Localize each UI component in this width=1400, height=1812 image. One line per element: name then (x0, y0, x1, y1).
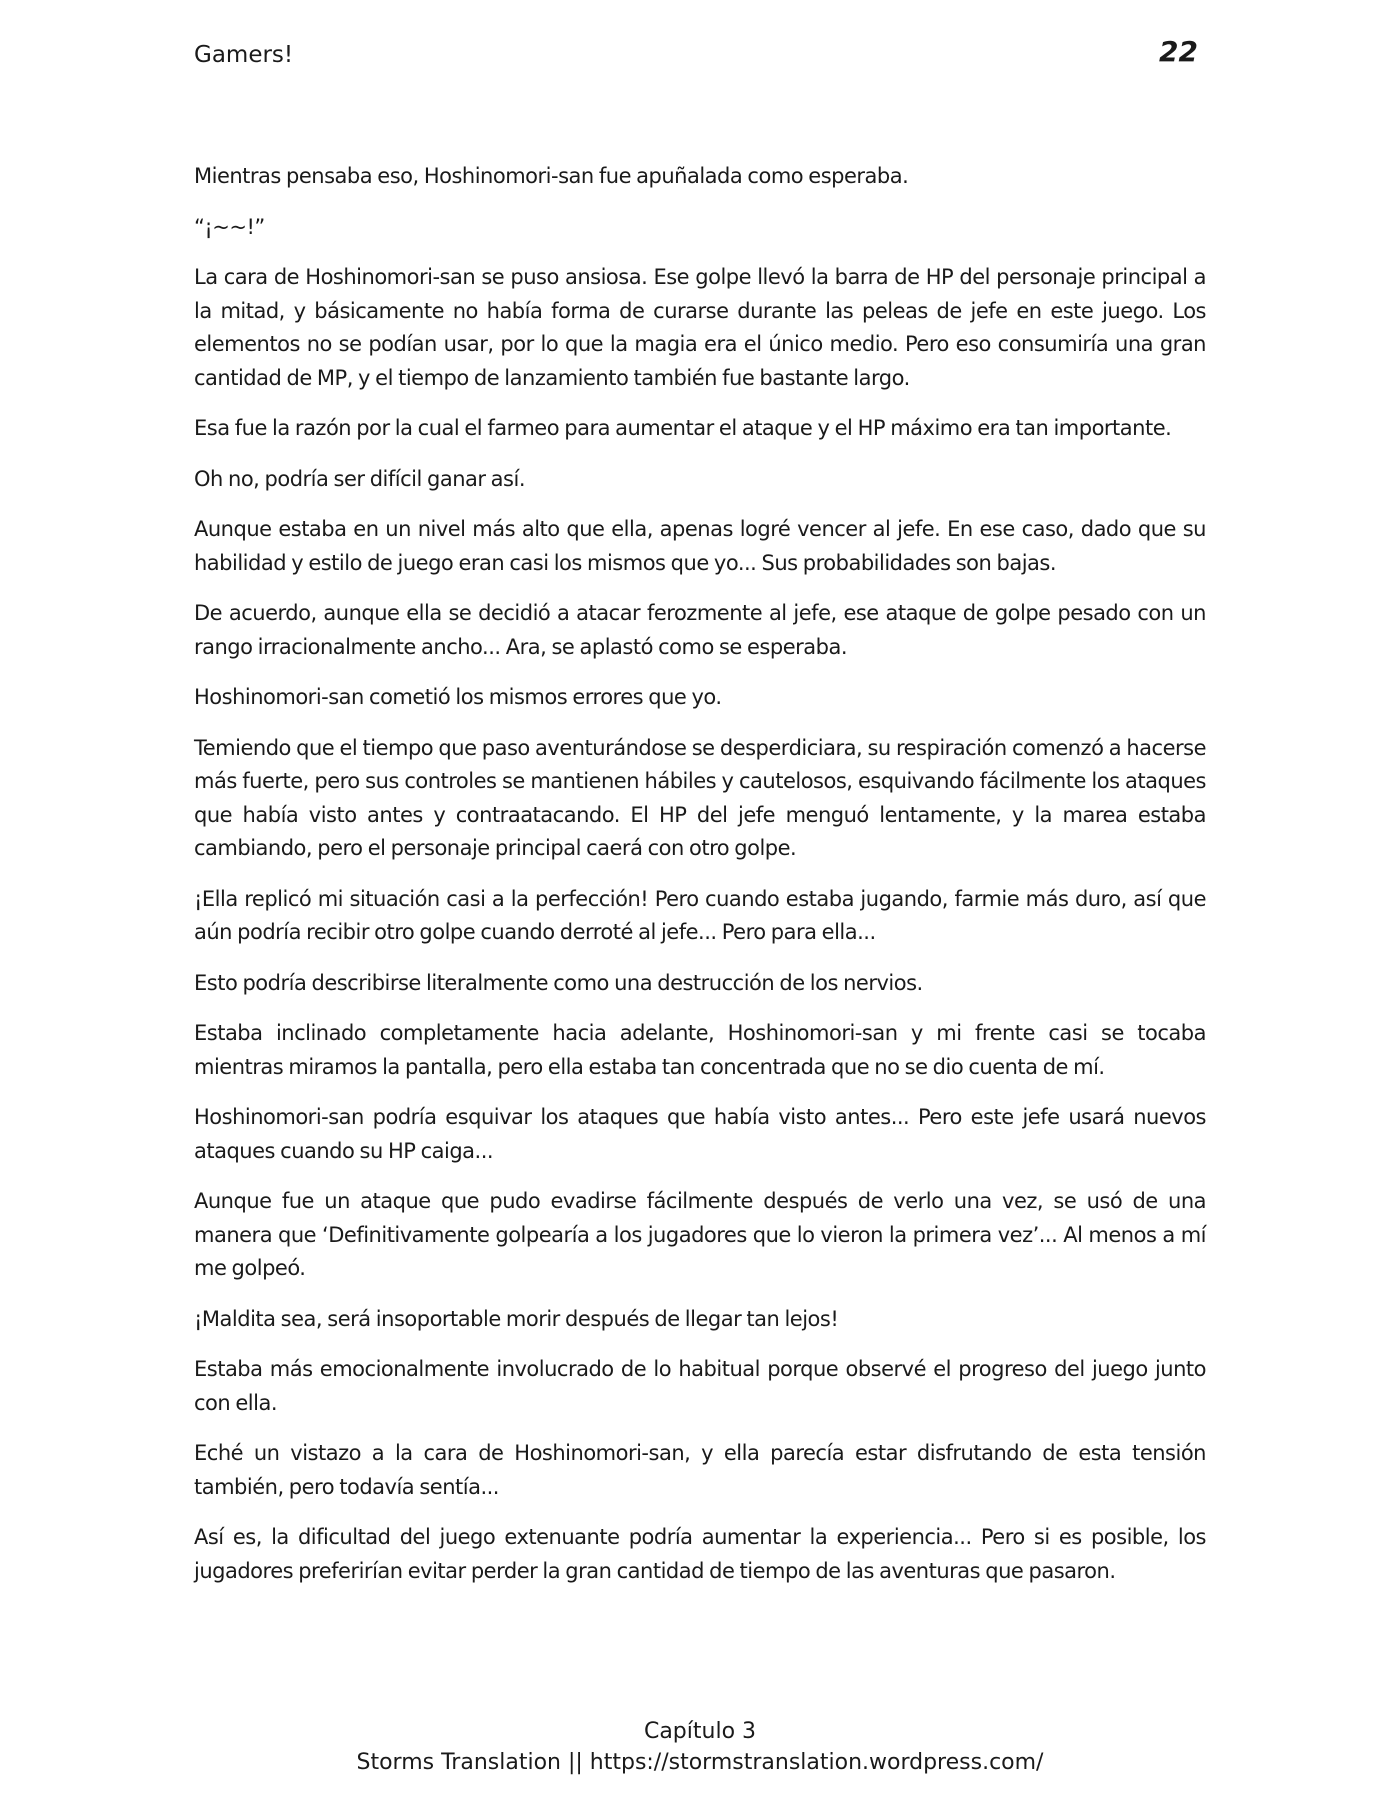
paragraph-10: ¡Ella replicó mi situación casi a la perfección! Pero cuando estaba jugando, farmie más duro, así que aún podría recibir otro golpe cuando derroté al jefe... Pero para ella... (194, 886, 1206, 944)
paragraph-1: Mientras pensaba eso, Hoshinomori-san fue apuñalada como esperaba. (194, 164, 909, 188)
paragraph-4: Esa fue la razón por la cual el farmeo para aumentar el ataque y el HP máximo era tan importante. (194, 416, 1172, 440)
paragraph-7: De acuerdo, aunque ella se decidió a atacar ferozmente al jefe, ese ataque de golpe pesado con un rango irracionalmente ancho... Ara, se aplastó como se esperaba. (194, 601, 1206, 659)
paragraph-16: Estaba más emocionalmente involucrado de lo habitual porque observé el progreso del juego junto con ella. (194, 1357, 1206, 1415)
paragraph-2: “¡~~!” (194, 214, 265, 239)
footer-chapter: Capítulo 3 (643, 1719, 757, 1744)
paragraph-13: Hoshinomori-san podría esquivar los ataques que había visto antes... Pero este jefe usará nuevos ataques cuando su HP caiga... (194, 1105, 1206, 1163)
paragraph-12: Estaba inclinado completamente hacia adelante, Hoshinomori-san y mi frente casi se tocaba mientras miramos la pantalla, pero ella estaba tan concentrada que no se dio cuenta de mí. (194, 1021, 1206, 1079)
book-title: Gamers! (194, 42, 294, 68)
paragraph-14: Aunque fue un ataque que pudo evadirse fácilmente después de verlo una vez, se usó de una manera que ‘Definitivamente golpearía a los jugadores que lo vieron la primera vez’... Al menos a mí me golpeó. (194, 1189, 1206, 1280)
paragraph-8: Hoshinomori-san cometió los mismos errores que yo. (194, 685, 722, 709)
page-number: 22 (1159, 35, 1198, 68)
paragraph-15: ¡Maldita sea, será insoportable morir después de llegar tan lejos! (194, 1306, 839, 1331)
paragraph-17: Eché un vistazo a la cara de Hoshinomori-san, y ella parecía estar disfrutando de esta tensión también, pero todavía sentía... (194, 1441, 1206, 1499)
paragraph-18: Así es, la dificultad del juego extenuante podría aumentar la experiencia... Pero si es posible, los jugadores preferirían evitar perder la gran cantidad de tiempo de las aventuras que pasaron. (194, 1525, 1206, 1583)
body-text (194, 160, 1206, 1605)
footer-credit: Storms Translation || https://stormstranslation.wordpress.com/ (356, 1750, 1044, 1775)
paragraph-11: Esto podría describirse literalmente como una destrucción de los nervios. (194, 970, 923, 995)
paragraph-3: La cara de Hoshinomori-san se puso ansiosa. Ese golpe llevó la barra de HP del personaje principal a la mitad, y básicamente no había forma de curarse durante las peleas de jefe en este juego. Los elementos no se podían usar, por lo que la magia era el único medio. Pero eso consumiría una gran cantidad de MP, y el tiempo de lanzamiento también fue bastante largo. (194, 265, 1206, 390)
paragraph-5: Oh no, podría ser difícil ganar así. (194, 466, 526, 491)
paragraph-9: Temiendo que el tiempo que paso aventurándose se desperdiciara, su respiración comenzó a hacerse más fuerte, pero sus controles se mantienen hábiles y cautelosos, esquivando fácilmente los ataques que había visto antes y contraatacando. El HP del jefe menguó lentamente, y la marea estaba cambiando, pero el personaje principal caerá con otro golpe. (194, 735, 1206, 860)
paragraph-6: Aunque estaba en un nivel más alto que ella, apenas logré vencer al jefe. En ese caso, dado que su habilidad y estilo de juego eran casi los mismos que yo... Sus probabilidades son bajas. (194, 517, 1206, 575)
